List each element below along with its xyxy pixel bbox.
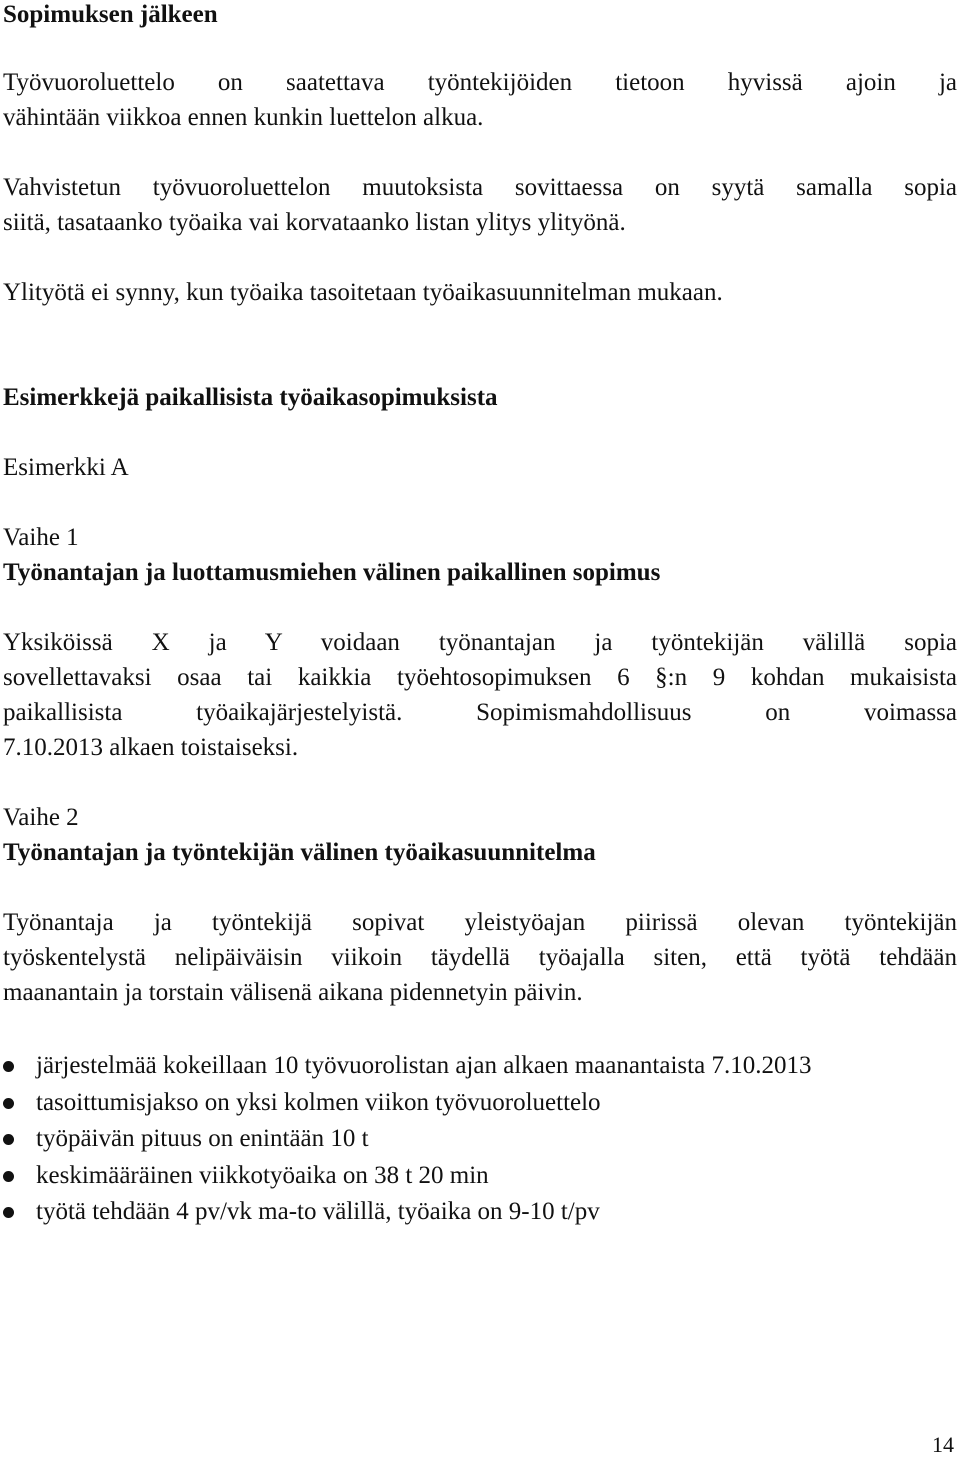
bullet-icon xyxy=(3,1207,14,1218)
list-item-text: työtä tehdään 4 pv/vk ma-to välillä, työaika on 9-10 t/pv xyxy=(36,1198,600,1225)
paragraph-1-line-1: Työvuoroluettelo on saatettava työntekijöiden tietoon hyvissä ajoin ja xyxy=(3,69,957,96)
phase-2-line-3: maanantain ja torstain välisenä aikana pidennetyin päivin. xyxy=(3,979,583,1006)
examples-heading: Esimerkkejä paikallisista työaikasopimuksista xyxy=(3,384,498,411)
list-item-text: tasoittumisjakso on yksi kolmen viikon työvuoroluettelo xyxy=(36,1088,601,1116)
section-title: Sopimuksen jälkeen xyxy=(3,1,218,28)
phase-2-line-2: työskentelystä nelipäiväisin viikoin täydellä työajalla siten, että työtä tehdään xyxy=(3,944,957,971)
list-item xyxy=(3,1158,957,1195)
paragraph-2-line-1: Vahvistetun työvuoroluettelon muutoksista sovittaessa on syytä samalla sopia xyxy=(3,174,957,201)
list-item-text: keskimääräinen viikkotyöaika on 38 t 20 min xyxy=(36,1161,489,1189)
phase-1-line-1: Yksiköissä X ja Y voidaan työnantajan ja työntekijän välillä sopia xyxy=(3,629,957,656)
page-number: 14 xyxy=(932,1432,954,1457)
list-item-text: järjestelmää kokeillaan 10 työvuorolistan ajan alkaen maanantaista 7.10.2013 xyxy=(36,1052,812,1079)
list-item-text: työpäivän pituus on enintään 10 t xyxy=(36,1125,369,1152)
phase-1-line-4: 7.10.2013 alkaen toistaiseksi. xyxy=(3,734,299,761)
list-item xyxy=(3,1121,957,1158)
bullet-icon xyxy=(3,1098,14,1109)
list-item xyxy=(3,1194,957,1231)
example-a-label: Esimerkki A xyxy=(3,454,129,481)
phase-2-title: Työnantajan ja työntekijän välinen työaikasuunnitelma xyxy=(3,839,596,866)
bullet-list xyxy=(3,1048,957,1231)
phase-2-label: Vaihe 2 xyxy=(3,804,79,831)
bullet-icon xyxy=(3,1134,14,1145)
bullet-icon xyxy=(3,1171,14,1182)
paragraph-3: Ylityötä ei synny, kun työaika tasoitetaan työaikasuunnitelman mukaan. xyxy=(3,279,723,306)
phase-1-label: Vaihe 1 xyxy=(3,524,79,551)
bullet-icon xyxy=(3,1061,14,1072)
phase-1-line-3: paikallisista työaikajärjestelyistä. Sopimismahdollisuus on voimassa xyxy=(3,699,957,726)
paragraph-2-line-2: siitä, tasataanko työaika vai korvataanko listan ylitys ylityönä. xyxy=(3,209,626,236)
paragraph-1-line-2: vähintään viikkoa ennen kunkin luettelon alkua. xyxy=(3,104,484,131)
list-item xyxy=(3,1048,856,1085)
list-item xyxy=(3,1085,957,1122)
phase-1-line-2: sovellettavaksi osaa tai kaikkia työehtosopimuksen 6 §:n 9 kohdan mukaisista xyxy=(3,664,957,691)
phase-1-title: Työnantajan ja luottamusmiehen välinen paikallinen sopimus xyxy=(3,559,661,586)
phase-2-line-1: Työnantaja ja työntekijä sopivat yleistyöajan piirissä olevan työntekijän xyxy=(3,909,957,936)
